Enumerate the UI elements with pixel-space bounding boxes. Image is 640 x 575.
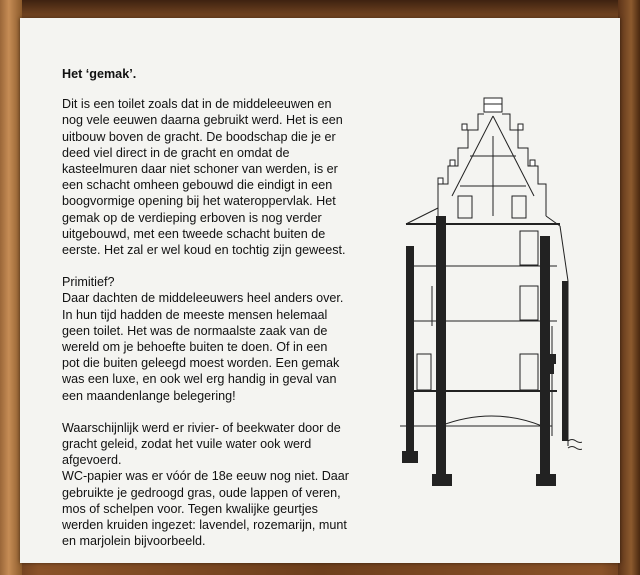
paragraph-primitief: Primitief? Daar dachten de middeleeuwers heel anders over. In hun tijd hadden de meeste mensen helemaal geen toilet. Het was de normaalste zaak van de wereld om je behoefte buiten te doen. Of in een pot die buiten geleegd moest worden. Een gemak was een luxe, en ook wel erg handig in geval van een maandenlange belegering! xyxy=(62,275,344,403)
frame-right-edge xyxy=(618,0,640,575)
castle-cross-section-drawing xyxy=(392,96,582,491)
frame-left-edge xyxy=(0,0,22,575)
paragraph-water-paper: Waarschijnlijk werd er rivier- of beekwater door de gracht geleid, zodat het vuile water ook werd afgevoerd. WC-papier was er vóór de 18e eeuw nog niet. Daar gebruikte je gedroogd gras, oude lappen of veren, mos of schelpen voor. Tegen kwalijke geurtjes werden kruiden ingezet: lavendel, rozemarijn, munt en marjolein bijvoorbeeld. xyxy=(62,420,350,549)
paragraph-intro: Dit is een toilet zoals dat in de middeleeuwen en nog vele eeuwen daarna gebruikt werd. Het is een uitbouw boven de gracht. De boodschap die je er deed viel direct in de gracht en omdat de kasteelmuren daar niet schoner van werden, is er een schacht omheen gebouwd die eindigt in een boogvormige opening bij het wateroppervlak. Het gemak op de verdieping erboven is nog verder uitgebouwd, met een tweede schacht buiten de eerste. Het zal er wel koud en tochtig zijn geweest. xyxy=(62,97,346,258)
panel-text xyxy=(62,66,407,565)
panel-title: Het ‘gemak’. xyxy=(62,67,137,81)
frame-top-edge xyxy=(0,0,640,18)
